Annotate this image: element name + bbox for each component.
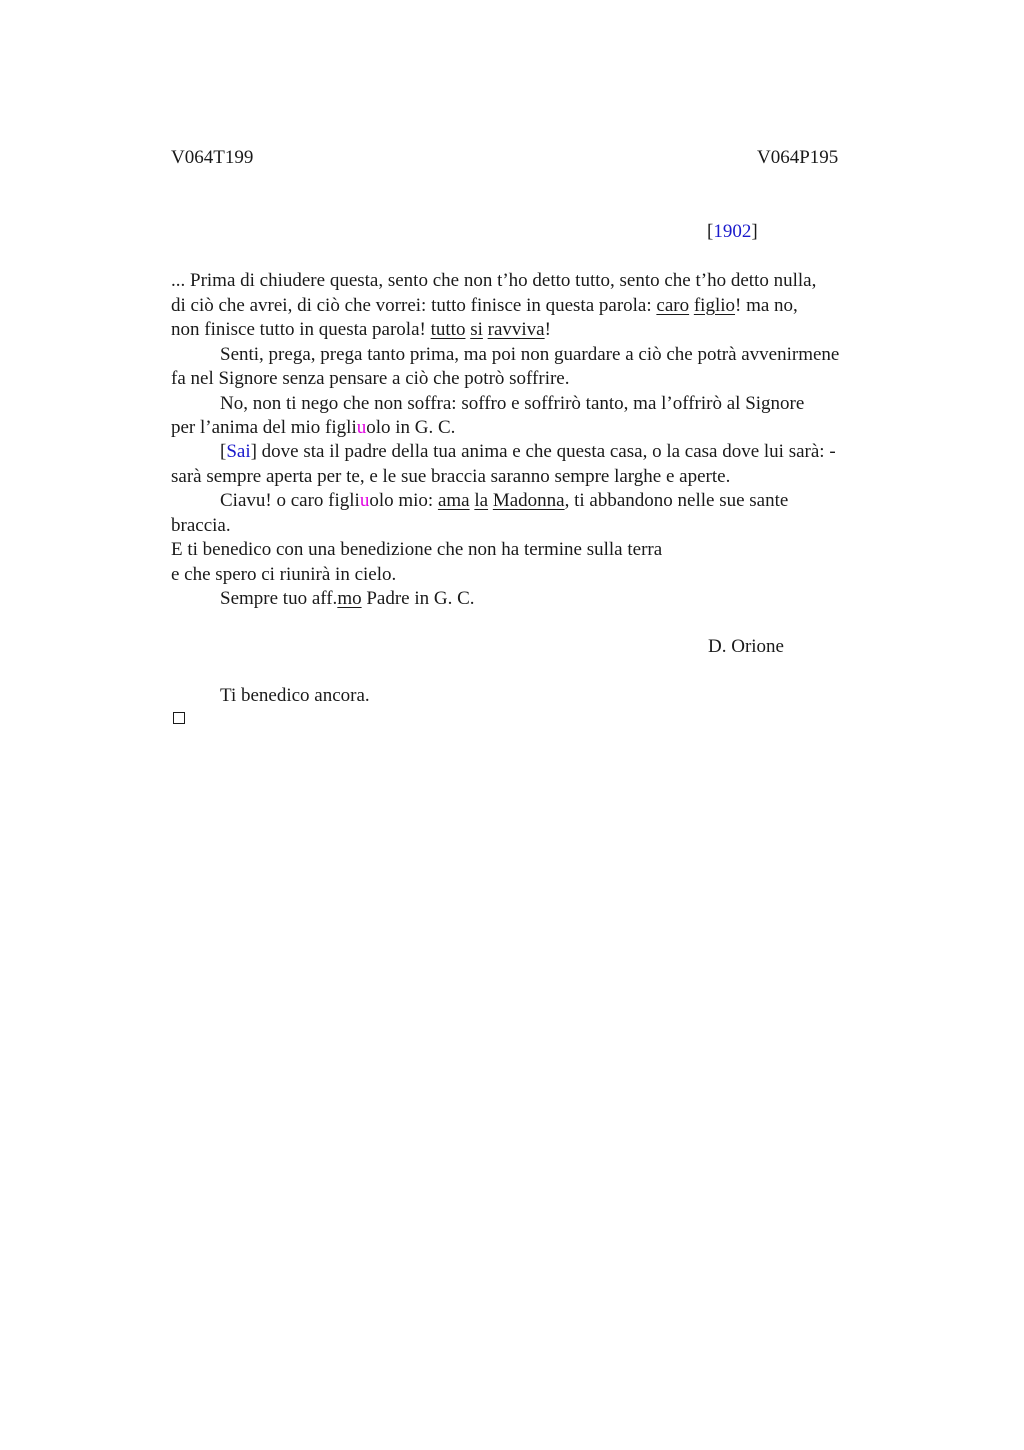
body-text: per l’anima del mio figli <box>171 417 357 438</box>
body-text: Padre in G. C. <box>361 588 475 609</box>
body-text: , ti abbandono nelle sue sante <box>564 490 789 511</box>
body-text: ] dove sta il padre della tua anima e che questa casa, o la casa dove lui sarà: - <box>250 441 836 462</box>
body-line-8 <box>220 440 836 464</box>
body-line-4: Senti, prega, prega tanto prima, ma poi non guardare a ciò che potrà avvenirmene <box>220 344 840 365</box>
body-text: non finisce tutto in questa parola! <box>171 319 431 340</box>
underlined-word: Madonna <box>492 490 565 511</box>
corrected-letter: u <box>356 417 367 438</box>
underlined-abbreviation: mo <box>337 588 362 609</box>
body-line-9: sarà sempre aperta per te, e le sue braccia saranno sempre larghe e aperte. <box>171 466 731 487</box>
body-text: di ciò che avrei, di ciò che vorrei: tutto finisce in questa parola: <box>171 295 657 316</box>
end-of-document-square <box>173 712 185 724</box>
underlined-word: ama <box>437 490 470 511</box>
body-line-11: braccia. <box>171 515 231 536</box>
document-code-left: V064T199 <box>171 147 254 168</box>
body-line-12: E ti benedico con una benedizione che non ha termine sulla terra <box>171 539 663 560</box>
body-text: olo mio: <box>369 490 438 511</box>
body-line-7 <box>171 416 455 440</box>
body-line-3 <box>171 318 551 342</box>
underlined-word: la <box>474 490 489 511</box>
body-line-2 <box>171 294 798 318</box>
body-text: Sempre tuo aff. <box>220 588 338 609</box>
body-line-6: No, non ti nego che non soffra: soffro e soffrirò tanto, ma l’offrirò al Signore <box>220 393 805 414</box>
editorial-insertion: Sai <box>226 441 251 462</box>
underlined-word: si <box>470 319 483 340</box>
corrected-letter: u <box>359 490 370 511</box>
body-line-5: fa nel Signore senza pensare a ciò che potrò soffrire. <box>171 368 570 389</box>
body-line-13: e che spero ci riunirà in cielo. <box>171 564 397 585</box>
body-line-1: ... Prima di chiudere questa, sento che non t’ho detto tutto, sento che t’ho detto nulla, <box>171 270 817 291</box>
date-close-bracket: ] <box>751 221 758 242</box>
body-line-14 <box>220 587 475 611</box>
body-text: olo in G. C. <box>366 417 456 438</box>
date-year: 1902 <box>713 221 752 242</box>
underlined-word: ravviva <box>487 319 545 340</box>
body-text: Ciavu! o caro figli <box>220 490 360 511</box>
body-text: ! <box>544 319 551 340</box>
underlined-word: figlio <box>693 295 736 316</box>
letter-date <box>707 221 758 243</box>
signature: D. Orione <box>708 636 784 657</box>
postscript: Ti benedico ancora. <box>220 685 370 706</box>
underlined-word: tutto <box>430 319 466 340</box>
document-code-right: V064P195 <box>757 147 839 168</box>
underlined-word: caro <box>656 295 690 316</box>
body-text: ! ma no, <box>735 295 798 316</box>
body-line-10 <box>220 489 788 513</box>
bracket: [ <box>220 441 227 462</box>
date-open-bracket: [ <box>707 221 714 242</box>
